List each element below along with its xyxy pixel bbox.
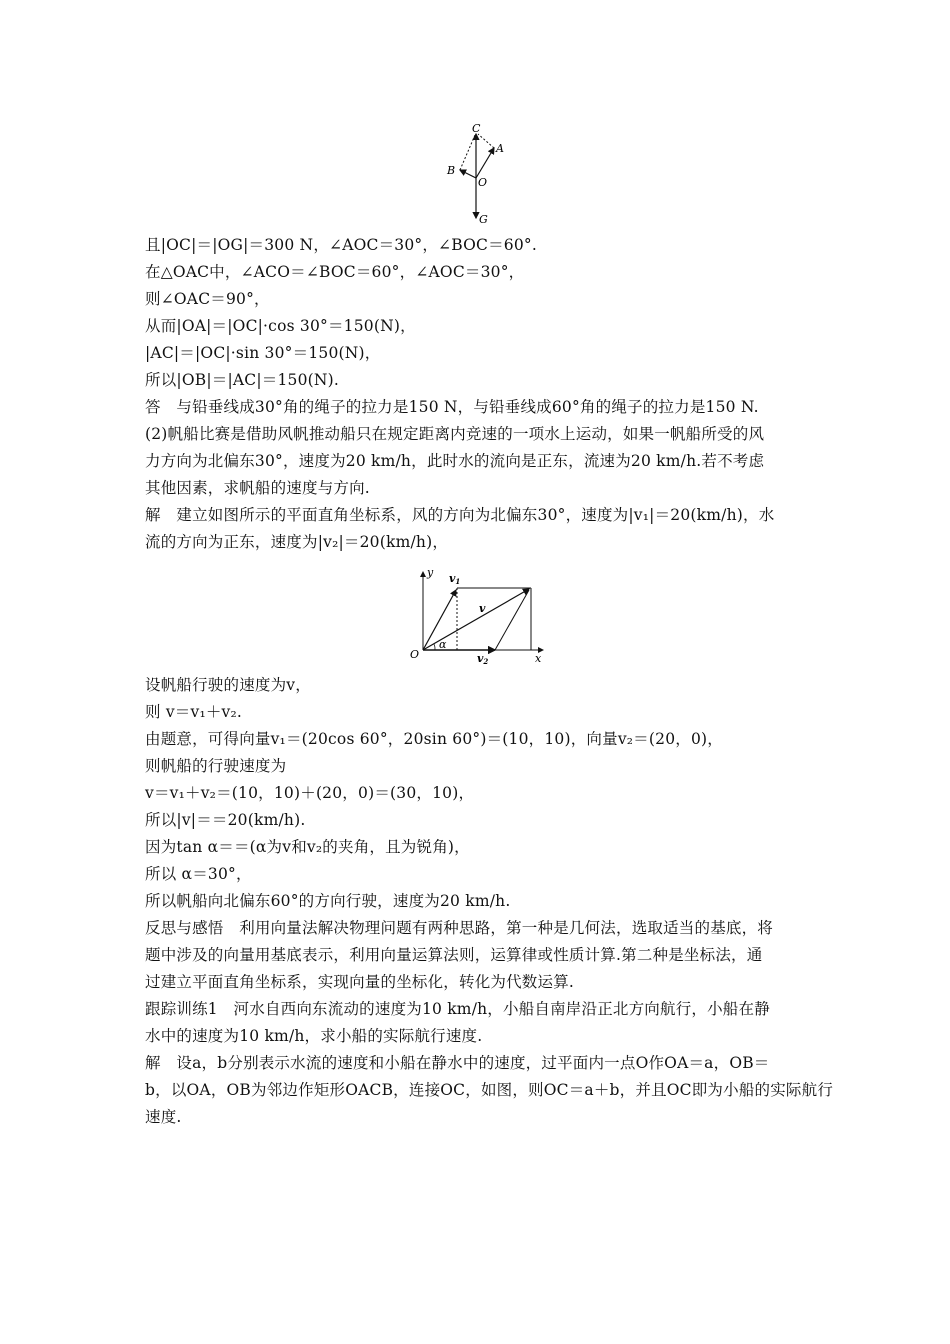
force-diagram bbox=[440, 122, 510, 227]
label-v1: v1 bbox=[449, 572, 461, 586]
label-v: v bbox=[479, 602, 486, 615]
text-line: b，以OA，OB为邻边作矩形OACB，连接OC，如图，则OC＝a＋b，并且OC即为小船的实际航行 bbox=[145, 1081, 834, 1099]
text-line: 答 与铅垂线成30°角的绳子的拉力是150 N，与铅垂线成60°角的绳子的拉力是150 N. bbox=[145, 398, 759, 416]
force-diagram-svg bbox=[440, 122, 510, 227]
text-line: 流的方向为正东，速度为|v₂|＝20(km/h)， bbox=[145, 533, 449, 551]
text-line: (2)帆船比赛是借助风帆推动船只在规定距离内竞速的一项水上运动，如果一帆船所受的风 bbox=[145, 425, 765, 443]
text-line: 由题意，可得向量v₁＝(20cos 60°，20sin 60°)＝(10，10)，向量v₂＝(20，0)， bbox=[145, 730, 723, 748]
text-line: 所以|v|＝＝20(km/h). bbox=[145, 811, 306, 829]
label-g: G bbox=[479, 213, 488, 226]
dashed-bc bbox=[460, 135, 475, 170]
text-line: 解 设a，b分别表示水流的速度和小船在静水中的速度，过平面内一点O作OA＝a，OB＝ bbox=[145, 1054, 770, 1072]
alpha-arc bbox=[434, 644, 435, 650]
text-line: 力方向为北偏东30°，速度为20 km/h，此时水的流向是正东，流速为20 km/h.若不考虑 bbox=[145, 452, 765, 470]
text-line: 跟踪训练1 河水自西向东流动的速度为10 km/h，小船自南岸沿正北方向航行，小船在静 bbox=[145, 1000, 770, 1018]
text-line: 水中的速度为10 km/h，求小船的实际航行速度. bbox=[145, 1027, 483, 1045]
text-line: 设帆船行驶的速度为v， bbox=[145, 676, 311, 694]
label-c: C bbox=[472, 122, 481, 135]
text-line: 题中涉及的向量用基底表示，利用向量运算法则，运算律或性质计算.第二种是坐标法，通 bbox=[145, 946, 763, 964]
text-line: 且|OC|＝|OG|＝300 N，∠AOC＝30°，∠BOC＝60°. bbox=[145, 236, 537, 254]
text-line: 所以 α＝30°， bbox=[145, 865, 252, 883]
text-line: 其他因素，求帆船的速度与方向. bbox=[145, 479, 370, 497]
text-line: v＝v₁＋v₂＝(10，10)＋(20，0)＝(30，10)， bbox=[145, 784, 475, 802]
text-line: 在△OAC中，∠ACO＝∠BOC＝60°，∠AOC＝30°， bbox=[145, 263, 525, 281]
velocity-diagram bbox=[405, 566, 555, 666]
text-line: |AC|＝|OC|·sin 30°＝150(N)， bbox=[145, 344, 381, 362]
text-line: 过建立平面直角坐标系，实现向量的坐标化，转化为代数运算. bbox=[145, 973, 575, 991]
label-alpha: α bbox=[439, 638, 447, 651]
label-o: O bbox=[478, 176, 488, 189]
text-line: 速度. bbox=[145, 1108, 182, 1126]
label-origin: O bbox=[410, 648, 420, 661]
text-line: 解 建立如图所示的平面直角坐标系，风的方向为北偏东30°，速度为|v₁|＝20(km/h)，水 bbox=[145, 506, 775, 524]
text-line: 从而|OA|＝|OC|·cos 30°＝150(N)， bbox=[145, 317, 416, 335]
vector-ob bbox=[460, 170, 476, 178]
text-line: 则∠OAC＝90°， bbox=[145, 290, 270, 308]
label-a: A bbox=[496, 142, 504, 155]
text-line: 所以帆船向北偏东60°的方向行驶，速度为20 km/h. bbox=[145, 892, 511, 910]
label-v2: v2 bbox=[477, 652, 489, 666]
text-line: 则帆船的行驶速度为 bbox=[145, 757, 287, 775]
text-line: 因为tan α＝＝(α为v和v₂的夹角，且为锐角)， bbox=[145, 838, 470, 856]
label-x: x bbox=[535, 652, 542, 665]
vector-oa bbox=[476, 148, 494, 178]
text-line: 反思与感悟 利用向量法解决物理问题有两种思路，第一种是几何法，选取适当的基底，将 bbox=[145, 919, 774, 937]
text-line: 则 v＝v₁＋v₂. bbox=[145, 703, 243, 721]
dashed-ac bbox=[478, 134, 494, 148]
velocity-diagram-svg bbox=[405, 566, 555, 666]
label-b: B bbox=[447, 164, 456, 177]
text-line: 所以|OB|＝|AC|＝150(N). bbox=[145, 371, 340, 389]
label-y: y bbox=[427, 566, 434, 579]
